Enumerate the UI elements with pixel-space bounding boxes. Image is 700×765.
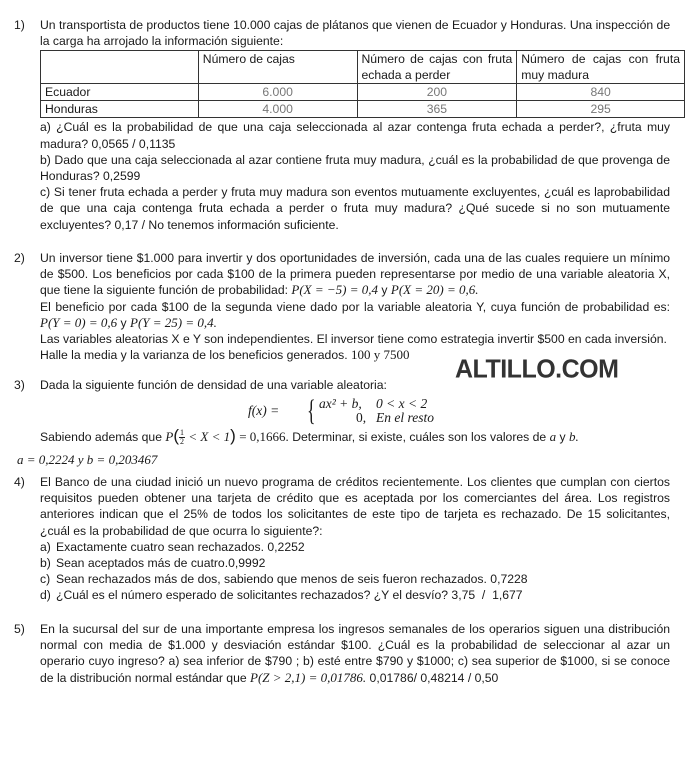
table-cell-origin: Honduras	[41, 101, 199, 118]
question-4-part-b	[40, 555, 670, 571]
given-text: Determinar, si existe, cuáles son los valores de	[292, 430, 547, 444]
table-header-row	[41, 51, 685, 84]
left-paren-icon: (	[173, 426, 179, 445]
question-3-answer: a = 0,2224 y b = 0,203467	[17, 452, 158, 467]
conjunction: y	[381, 283, 388, 298]
part-label: c)	[40, 572, 51, 587]
question-number: 3)	[14, 378, 25, 392]
part-answer: 0,7228	[490, 572, 528, 587]
case-condition: En el resto	[376, 410, 434, 425]
table-header: Número de cajas con fruta echada a perder	[357, 51, 517, 84]
part-text: a) ¿Cuál es la probabilidad de que una caja seleccionada al azar contenga fruta echada a perder?, ¿fruta muy madura?	[40, 120, 670, 151]
part-answer: 0,9992	[228, 556, 266, 571]
question-number: 1)	[14, 18, 25, 32]
math-expression: < X < 1	[188, 429, 231, 444]
left-brace-icon: {	[307, 394, 316, 427]
math-expression: P(X = 20) = 0,6.	[390, 282, 479, 298]
table-header	[41, 51, 199, 84]
part-text: Sean aceptados más de cuatro.	[56, 556, 229, 571]
table-cell-total: 4.000	[198, 101, 357, 118]
fruit-boxes-table	[40, 50, 685, 118]
conjunction: y	[120, 315, 127, 330]
question-1-part-c	[40, 184, 670, 233]
table-cell-spoiled: 365	[357, 101, 517, 118]
question-5	[14, 621, 670, 686]
part-label: b)	[40, 556, 51, 571]
paragraph-text: Halle la media y la varianza de los beneficios generados.	[40, 348, 348, 363]
table-row	[41, 101, 685, 118]
formula-lhs: f(x) =	[248, 403, 280, 418]
question-2-paragraph-1	[40, 250, 670, 299]
part-label: d)	[40, 588, 51, 603]
table-cell-spoiled: 200	[357, 84, 517, 101]
table-cell-origin: Ecuador	[41, 84, 199, 101]
question-number: 5)	[14, 622, 25, 636]
question-1-part-a	[40, 119, 670, 151]
question-4-intro: El Banco de una ciudad inició un nuevo programa de créditos recientemente. Los clientes que cumplan con ciertos requisitos pueden obtener una tarjeta de crédito que es aceptada por los comerciantes del área. Los registros anteriores indican que el 25% de todos los solicitantes de este tipo de tarjeta es rechazado. De 15 solicitantes, ¿cuál es la probabilidad de que ocurra lo siguiente?:	[40, 475, 670, 538]
variable: a	[549, 429, 557, 444]
case-expression: 0,	[356, 410, 367, 425]
question-4-part-c	[40, 571, 670, 587]
question-4	[14, 474, 670, 604]
math-expression: P(X = −5) = 0,4	[291, 282, 378, 298]
part-text: c) Si tener fruta echada a perder y fruta muy madura son eventos mutuamente excluyentes, ¿cuál es laprobabilidad de que una caja contenga fruta echada a perder o fruta muy madura? ¿Qué sucede si no son mutuamente excluyentes?	[40, 185, 670, 232]
fraction-numerator: 1	[180, 428, 184, 438]
part-answer: 3,75 / 1,677	[451, 588, 523, 603]
question-5-answer: 0,01786/ 0,48214 / 0,50	[369, 670, 499, 685]
question-1-intro-line1: Un transportista de productos tiene 10.000 cajas de plátanos que vienen de Ecuador y Honduras. Una inspección de	[40, 18, 671, 32]
question-1	[14, 17, 680, 233]
conjunction: y	[559, 430, 566, 444]
part-label: a)	[40, 539, 51, 554]
math-expression: P(Y = 0) = 0,6	[40, 314, 118, 330]
table-header: Número de cajas	[198, 51, 357, 84]
variable: b.	[568, 429, 579, 444]
part-answer: 0,0565 / 0,1135	[91, 136, 176, 151]
part-text: Exactamente cuatro sean rechazados.	[56, 539, 264, 554]
question-4-part-a	[40, 539, 670, 555]
math-expression: P	[165, 429, 174, 444]
case-condition: 0 < x < 2	[376, 396, 428, 411]
question-3-given	[40, 428, 579, 446]
math-expression: = 0,1666.	[239, 429, 289, 444]
part-answer: 0,2252	[267, 539, 305, 554]
question-number: 2)	[14, 251, 25, 265]
given-text: Sabiendo además que	[40, 430, 162, 444]
table-cell-very-ripe: 295	[517, 101, 685, 118]
table-cell-very-ripe: 840	[517, 84, 685, 101]
table-row	[41, 84, 685, 101]
part-answer: 0,17 / No tenemos información suficiente.	[114, 217, 339, 232]
paragraph-text: Un inversor tiene $1.000 para invertir y dos oportunidades de inversión, cada una de las cuales requiere un mínimo de $500. Los beneficios por cada $100 de la primera pueden representarse por medio de una variable aleatoria X, que tiene la siguiente función de probabilidad:	[40, 251, 670, 298]
question-3	[14, 377, 670, 393]
question-number: 4)	[14, 475, 25, 489]
case-expression: ax² + b,	[319, 396, 362, 411]
math-expression: P(Y = 25) = 0,4.	[130, 314, 217, 330]
fraction-denominator: 2	[180, 437, 184, 447]
question-1-part-b	[40, 152, 670, 184]
math-expression: P(Z > 2,1) = 0,01786.	[250, 669, 367, 685]
question-2	[14, 250, 670, 363]
question-2-paragraph-2	[40, 299, 670, 331]
question-1-intro-line2: la carga ha arrojado la información siguiente:	[40, 34, 284, 49]
question-5-text: En la sucursal del sur de una importante empresa los ingresos semanales de los operarios siguen una distribución normal con media de $1.000 y desviación estándar $100. ¿Cuál es la probabilidad de seleccionar al azar un operario cuyo ingreso? a) sea inferior de $790 ; b) esté entre $790 y $1000; c) sea superior de $1000, si se conoce de la distribución normal estándar que	[40, 622, 670, 685]
part-text: b) Dado que una caja seleccionada al azar contiene fruta muy madura, ¿cuál es la probabilidad de que provenga de Honduras?	[40, 152, 670, 184]
question-3-intro: Dada la siguiente función de densidad de una variable aleatoria:	[40, 378, 387, 392]
question-2-answer: 100 y 7500	[350, 347, 410, 363]
part-text: ¿Cuál es el número esperado de solicitantes rechazados? ¿Y el desvío?	[56, 588, 449, 603]
question-2-paragraph-3: Las variables aleatorias X e Y son independientes. El inversor tiene como estrategia invertir $500 en cada inversión.	[40, 332, 667, 347]
part-text: Sean rechazados más de dos, sabiendo que menos de seis fueron rechazados.	[56, 572, 487, 587]
paragraph-text: El beneficio por cada $100 de la segunda viene dado por la variable aleatoria Y, cuya función de probabilidad es:	[40, 299, 670, 314]
question-4-part-d	[40, 587, 670, 603]
right-paren-icon: )	[230, 426, 236, 445]
fraction	[179, 429, 185, 446]
table-header: Número de cajas con fruta muy madura	[517, 51, 685, 84]
part-answer: 0,2599	[103, 169, 141, 184]
altillo-logo: ALTILLO.COM	[455, 354, 619, 384]
table-cell-total: 6.000	[198, 84, 357, 101]
